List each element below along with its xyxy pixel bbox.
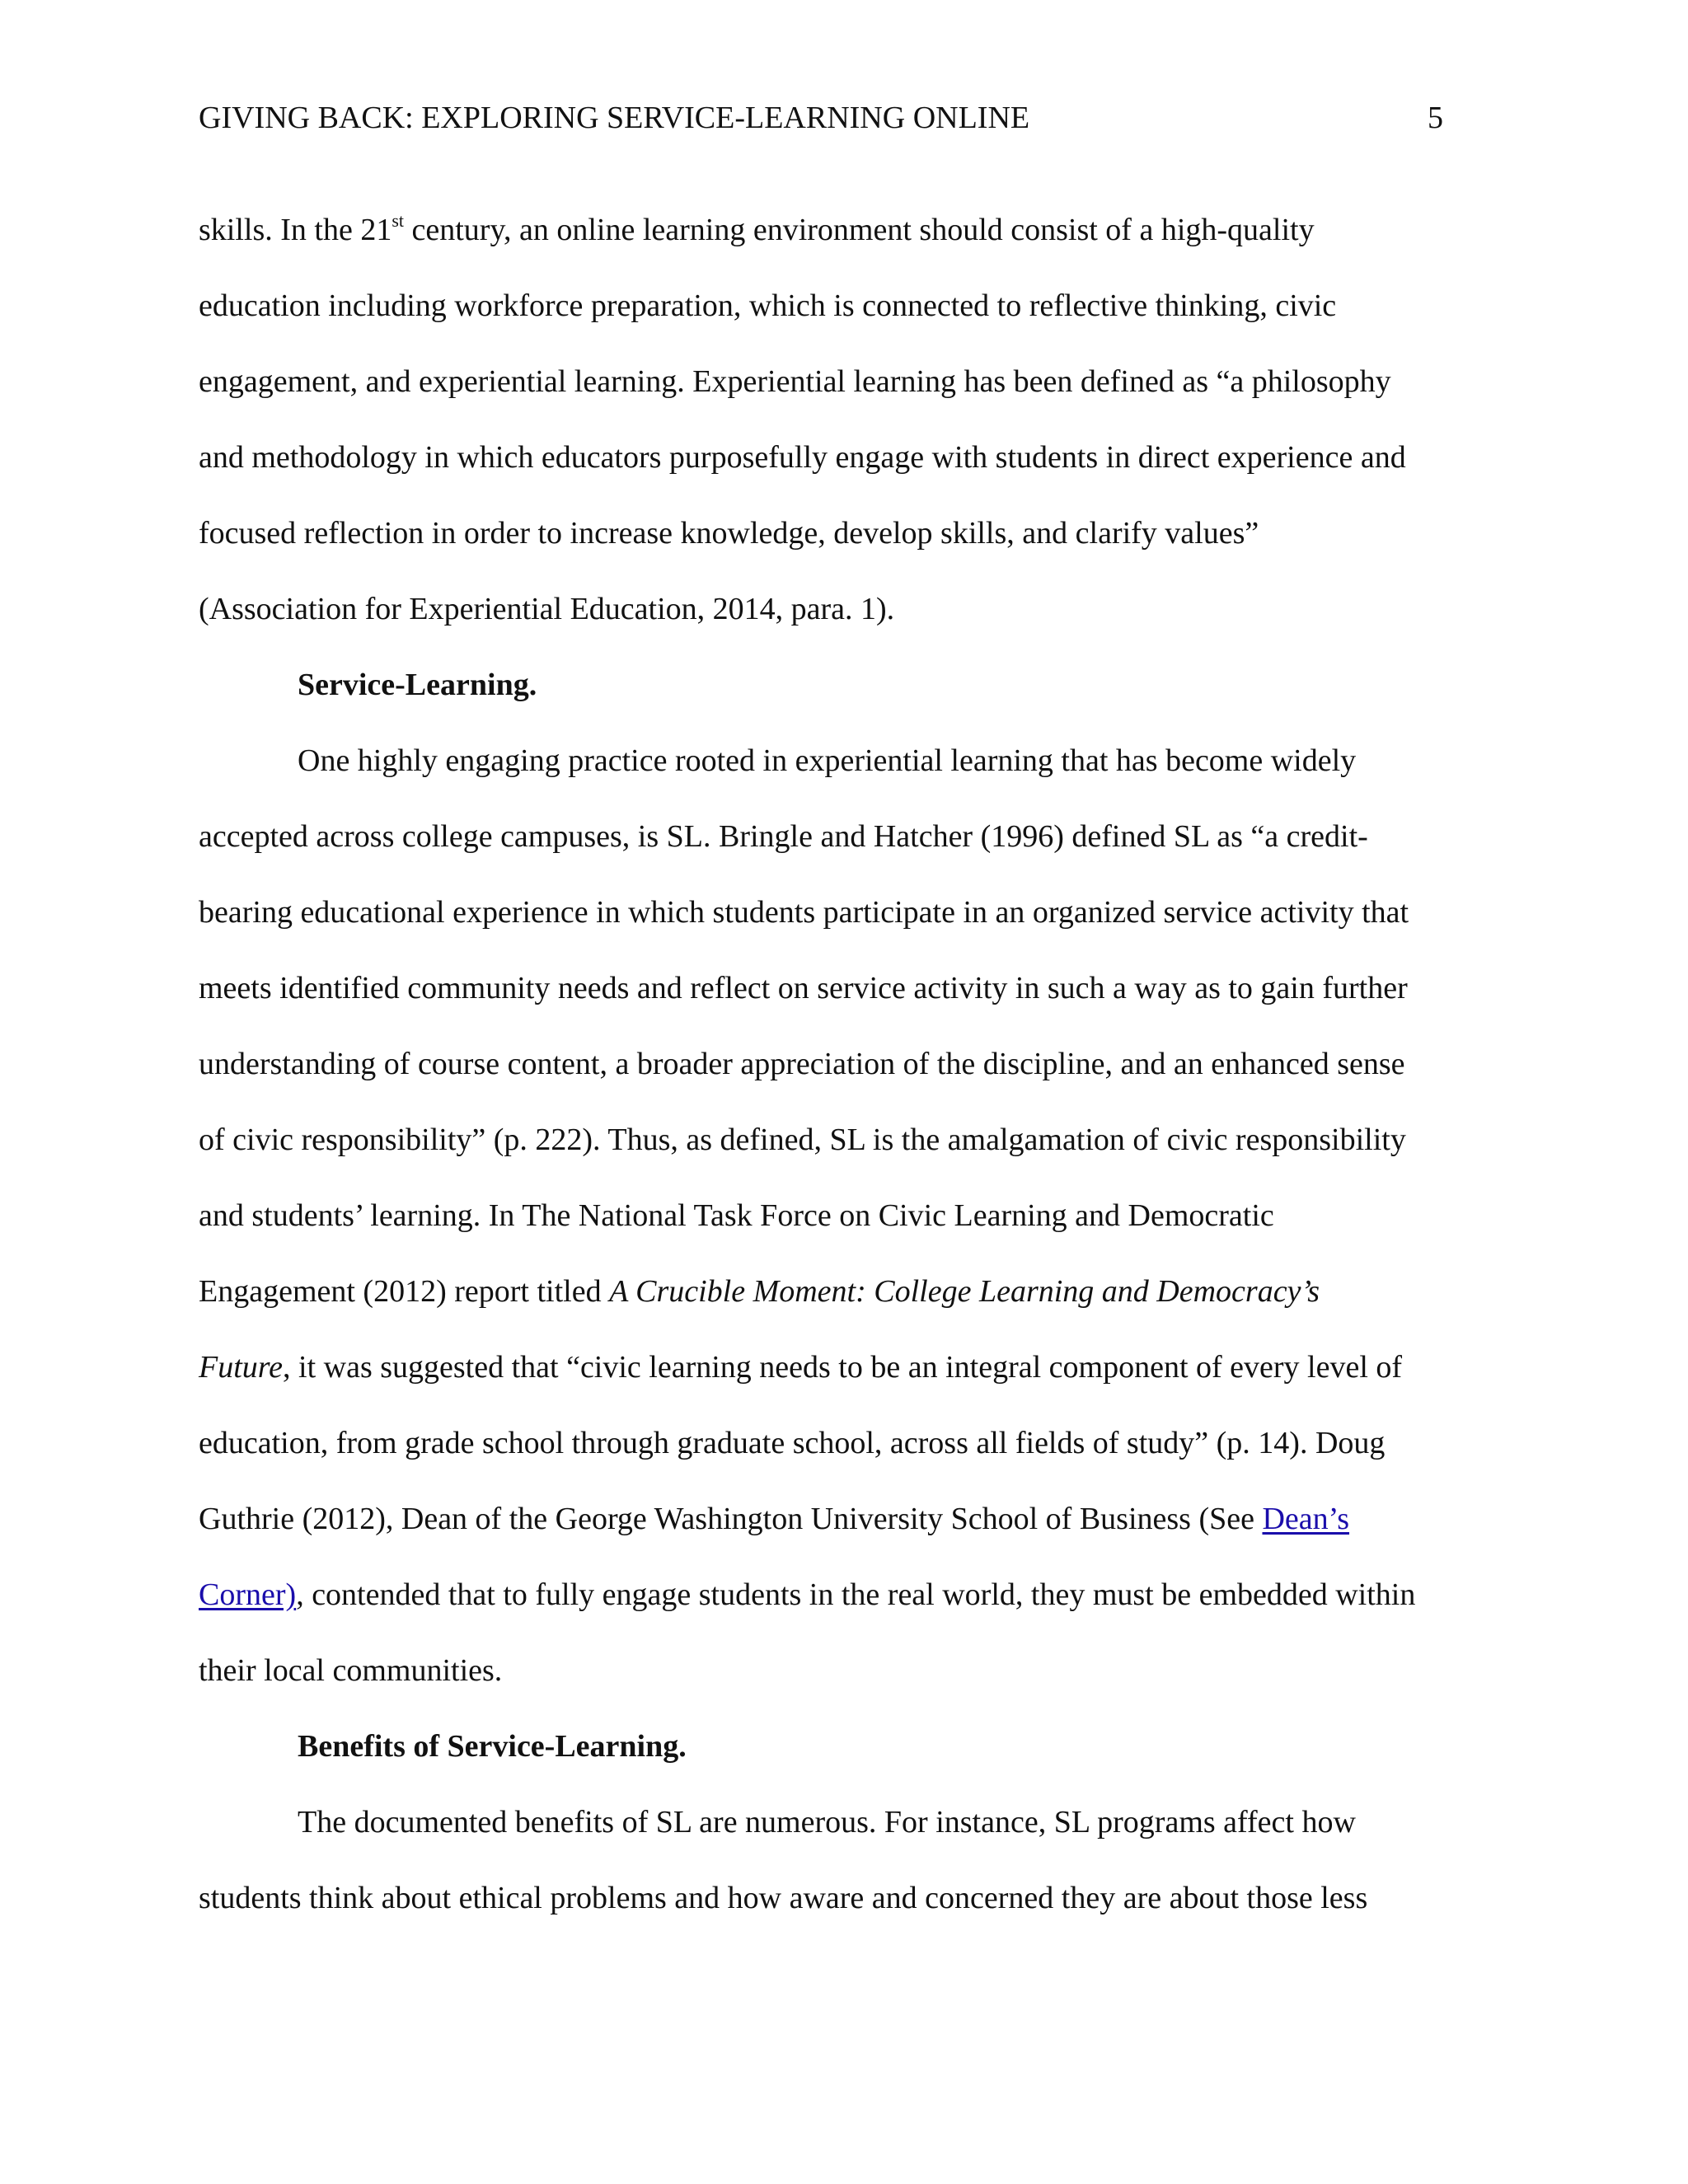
text-line: skills. In the 21st century, an online learning environment should consist of a high-quality xyxy=(199,210,1315,247)
superscript: st xyxy=(392,210,405,231)
report-title-end: Future xyxy=(199,1350,284,1385)
running-title: GIVING BACK: EXPLORING SERVICE-LEARNING ONLINE xyxy=(199,101,1030,135)
paragraph-3 xyxy=(199,1784,1484,1936)
text-line: accepted across college campuses, is SL. Bringle and Hatcher (1996) defined SL as “a credit- xyxy=(199,819,1368,854)
text-line: and students’ learning. In The National Task Force on Civic Learning and Democratic xyxy=(199,1198,1274,1233)
text-line: Guthrie (2012), Dean of the George Washington University School of Business (See Dean’s xyxy=(199,1502,1350,1536)
text-line: The documented benefits of SL are numerous. For instance, SL programs affect how xyxy=(298,1805,1356,1840)
section-heading-service-learning: Service-Learning. xyxy=(298,668,537,702)
text-line: (Association for Experiential Education, 2014, para. 1). xyxy=(199,592,895,626)
text-line: education including workforce preparation, which is connected to reflective thinking, civic xyxy=(199,288,1337,323)
text-line: their local communities. xyxy=(199,1653,503,1688)
text-line: meets identified community needs and reflect on service activity in such a way as to gain further xyxy=(199,971,1408,1005)
page-number: 5 xyxy=(1428,101,1443,135)
document-body xyxy=(199,192,1484,1936)
text-line: engagement, and experiential learning. Experiential learning has been defined as “a philosophy xyxy=(199,364,1391,399)
text-line: and methodology in which educators purposefully engage with students in direct experience and xyxy=(199,440,1406,475)
deans-corner-link-continued[interactable]: Corner) xyxy=(199,1577,297,1612)
text-line: focused reflection in order to increase knowledge, develop skills, and clarify values” xyxy=(199,516,1259,551)
paragraph-1 xyxy=(199,192,1484,647)
text-line: bearing educational experience in which students participate in an organized service activity that xyxy=(199,895,1409,930)
paragraph-2 xyxy=(199,723,1484,1708)
running-head xyxy=(199,97,1443,138)
deans-corner-link[interactable]: Dean’s xyxy=(1262,1502,1350,1536)
text-line: One highly engaging practice rooted in experiential learning that has become widely xyxy=(298,743,1357,778)
text-line: Corner), contended that to fully engage students in the real world, they must be embedded within xyxy=(199,1577,1416,1612)
text-line: students think about ethical problems and how aware and concerned they are about those less xyxy=(199,1881,1368,1915)
text-line: education, from grade school through graduate school, across all fields of study” (p. 14). Doug xyxy=(199,1426,1386,1460)
section-heading-benefits: Benefits of Service-Learning. xyxy=(298,1729,687,1764)
text-line: Future, it was suggested that “civic learning needs to be an integral component of every level of xyxy=(199,1350,1403,1385)
report-title: A Crucible Moment: College Learning and Democracy’s xyxy=(609,1274,1320,1309)
text-line: understanding of course content, a broader appreciation of the discipline, and an enhanced sense xyxy=(199,1047,1405,1081)
text-line: of civic responsibility” (p. 222). Thus, as defined, SL is the amalgamation of civic responsibility xyxy=(199,1122,1406,1157)
text-line: Engagement (2012) report titled A Crucible Moment: College Learning and Democracy’s xyxy=(199,1274,1320,1309)
